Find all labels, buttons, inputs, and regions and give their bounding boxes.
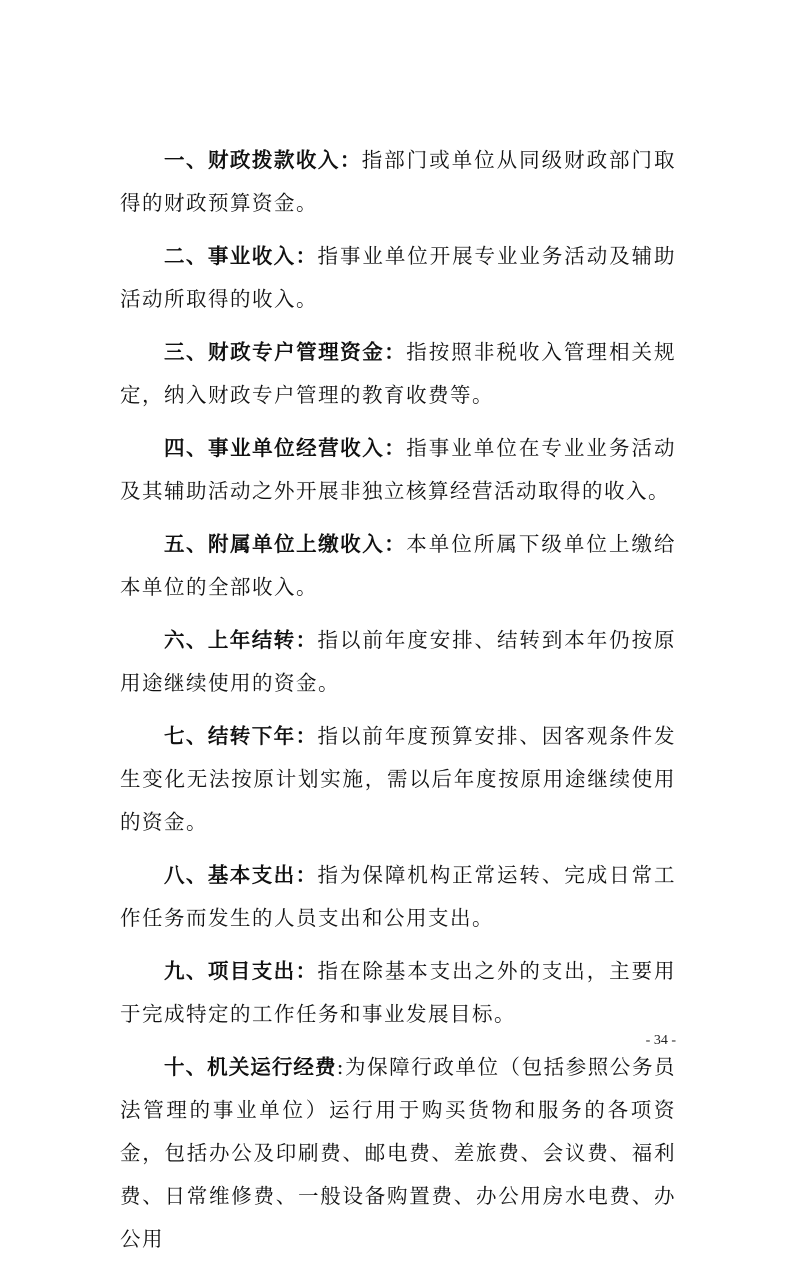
definition-6 (120, 619, 676, 705)
definition-text: 指事业单位在专业业务活动及其辅助活动之外开展非独立核算经营活动取得的收入。 (120, 436, 676, 503)
definition-text: 指在除基本支出之外的支出，主要用于完成特定的工作任务和事业发展目标。 (120, 959, 677, 1026)
definition-text: 指以前年度预算安排、因客观条件发生变化无法按原计划实施，需以后年度按原用途继续使用的资金。 (120, 724, 677, 834)
definition-1 (120, 139, 676, 225)
definition-term: 一、财政拨款收入： (164, 148, 362, 172)
page-number: - 34 - (645, 1033, 676, 1048)
definition-5 (120, 523, 676, 609)
definition-term: 九、项目支出： (164, 959, 318, 983)
definition-term: 四、事业单位经营收入： (164, 436, 407, 460)
definition-text: 指事业单位开展专业业务活动及辅助活动所取得的收入。 (120, 244, 677, 311)
definitions-list (120, 139, 676, 1271)
definition-3 (120, 331, 676, 417)
definition-term: 七、结转下年： (164, 724, 318, 748)
definition-text: 指部门或单位从同级财政部门取得的财政预算资金。 (120, 148, 677, 215)
definition-term: 六、上年结转： (164, 628, 318, 652)
definition-term: 八、基本支出： (164, 863, 318, 887)
definition-term: 三、财政专户管理资金： (164, 340, 407, 364)
definition-text: 本单位所属下级单位上缴给本单位的全部收入。 (120, 532, 676, 599)
definition-4 (120, 427, 676, 513)
definition-text: 指以前年度安排、结转到本年仍按原用途继续使用的资金。 (120, 628, 677, 695)
definition-term: 五、附属单位上缴收入： (164, 532, 407, 556)
definition-10 (120, 1046, 676, 1261)
definition-term: 二、事业收入： (164, 244, 318, 268)
definition-2 (120, 235, 676, 321)
definition-9 (120, 950, 676, 1036)
definition-text: 指为保障机构正常运转、完成日常工作任务而发生的人员支出和公用支出。 (120, 863, 677, 930)
definition-text: 指按照非税收入管理相关规定，纳入财政专户管理的教育收费等。 (120, 340, 676, 407)
definition-8 (120, 854, 676, 940)
definition-text: :为保障行政单位（包括参照公务员法管理的事业单位）运行用于购买货物和服务的各项资金，包括办公及印刷费、邮电费、差旅费、会议费、福利费、日常维修费、一般设备购置费、办公用房水电费、办公用 (120, 1055, 677, 1251)
definition-term: 十、机关运行经费 (164, 1055, 337, 1079)
definition-7 (120, 715, 676, 844)
